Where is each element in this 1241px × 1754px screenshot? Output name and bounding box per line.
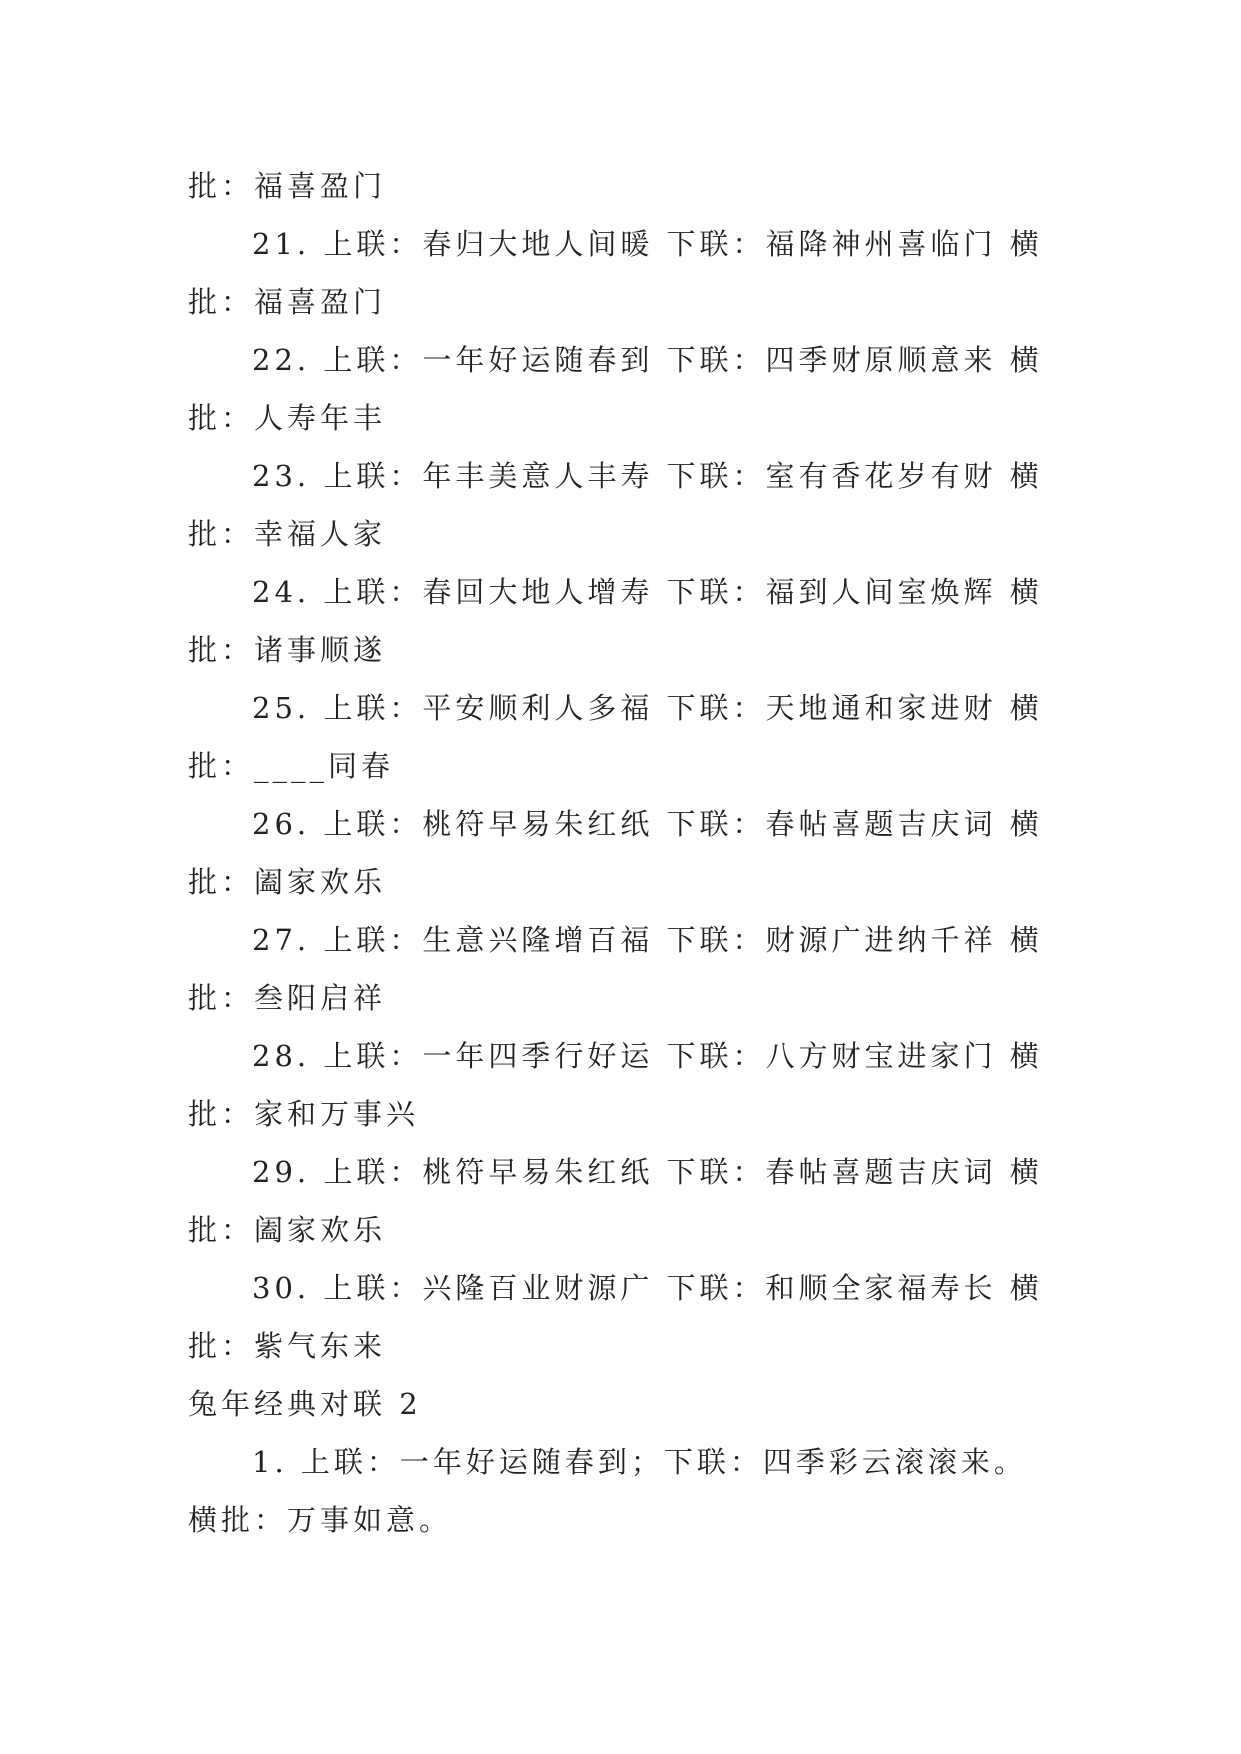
- section-heading: 兔年经典对联 2: [188, 1387, 422, 1421]
- text-line: 1. 上联：一年好运随春到；下联：四季彩云滚滚来。: [252, 1445, 1027, 1479]
- text-line: 22. 上联：一年好运随春到 下联：四季财原顺意来 横: [252, 343, 1043, 377]
- text-line: 批：紫气东来: [188, 1329, 387, 1363]
- text-line: 批：阖家欢乐: [188, 1213, 387, 1247]
- text-line: 23. 上联：年丰美意人丰寿 下联：室有香花岁有财 横: [252, 459, 1043, 493]
- document-body: [188, 157, 1058, 1549]
- text-line: 批：家和万事兴: [188, 1097, 420, 1131]
- text-line: 29. 上联：桃符早易朱红纸 下联：春帖喜题吉庆词 横: [252, 1155, 1043, 1189]
- text-line: 24. 上联：春回大地人增寿 下联：福到人间室焕辉 横: [252, 575, 1043, 609]
- text-line: 批：幸福人家: [188, 517, 387, 551]
- text-line: 30. 上联：兴隆百业财源广 下联：和顺全家福寿长 横: [252, 1271, 1043, 1305]
- text-line: 28. 上联：一年四季行好运 下联：八方财宝进家门 横: [252, 1039, 1043, 1073]
- text-line: 批：诸事顺遂: [188, 633, 387, 667]
- text-line: 批：叁阳启祥: [188, 981, 387, 1015]
- text-line: 27. 上联：生意兴隆增百福 下联：财源广进纳千祥 横: [252, 923, 1043, 957]
- text-line: 批：人寿年丰: [188, 401, 387, 435]
- text-line: 批：____同春: [188, 749, 395, 783]
- text-line: 26. 上联：桃符早易朱红纸 下联：春帖喜题吉庆词 横: [252, 807, 1043, 841]
- text-line: 25. 上联：平安顺利人多福 下联：天地通和家进财 横: [252, 691, 1043, 725]
- text-line: 批：福喜盈门: [188, 169, 387, 203]
- text-line: 批：阖家欢乐: [188, 865, 387, 899]
- text-line: 21. 上联：春归大地人间暖 下联：福降神州喜临门 横: [252, 227, 1043, 261]
- text-line: 批：福喜盈门: [188, 285, 387, 319]
- text-line: 横批：万事如意。: [188, 1503, 453, 1537]
